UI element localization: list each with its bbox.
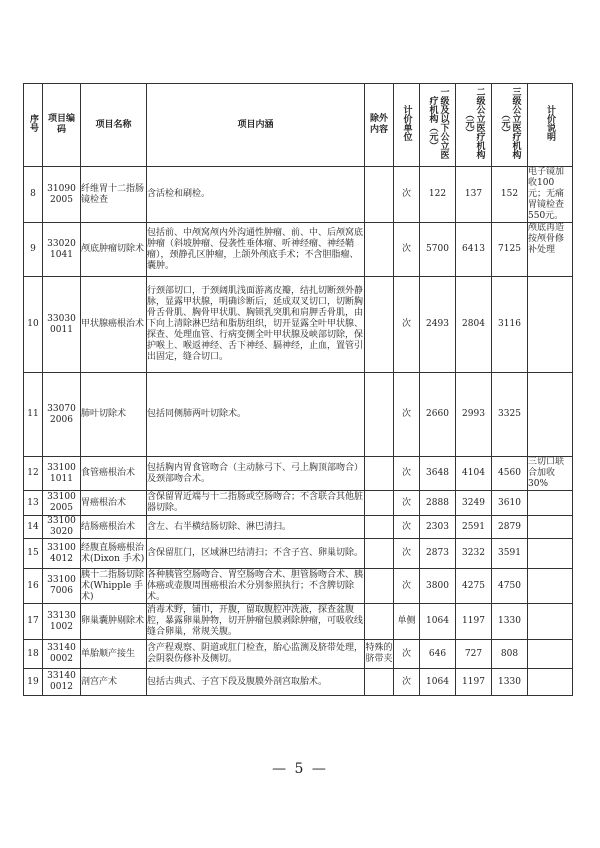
row-seq: 9 xyxy=(24,223,43,277)
table-row xyxy=(24,373,573,457)
row-price-level2: 2804 xyxy=(456,277,492,373)
row-content: 含活检和刷检。 xyxy=(147,167,365,223)
row-content: 含左、右半横结肠切除、淋巴清扫。 xyxy=(147,516,365,539)
row-name: 肺叶切除术 xyxy=(81,373,147,457)
header-level3: 三级公立医疗机构（元） xyxy=(492,84,528,167)
row-content: 含保留胃近端与十二指肠或空肠吻合；不含联合其他脏器切除。 xyxy=(147,491,365,516)
row-code: 33100 7006 xyxy=(43,569,81,604)
table-row xyxy=(24,167,573,223)
row-price-level1: 2660 xyxy=(420,373,456,457)
row-price-level3: 4560 xyxy=(492,457,528,491)
row-seq: 10 xyxy=(24,277,43,373)
row-content: 包括前、中颅窝颅内外沟通性肿瘤、前、中、后颅窝底肿瘤（斜坡肿瘤、侵袭性垂体瘤、听神经瘤、神经鞘瘤），颈静孔区肿瘤，上颌外颅底手术；不含胆脂瘤、囊肿。 xyxy=(147,223,365,277)
row-code: 33100 4012 xyxy=(43,539,81,569)
row-price-level1: 3800 xyxy=(420,569,456,604)
table-row xyxy=(24,491,573,516)
row-price-level2: 3249 xyxy=(456,491,492,516)
row-price-level1: 122 xyxy=(420,167,456,223)
table-row xyxy=(24,669,573,696)
row-price-level3: 4750 xyxy=(492,569,528,604)
row-seq: 17 xyxy=(24,604,43,640)
header-code: 项目编码 xyxy=(43,84,81,167)
row-excluded xyxy=(365,569,394,604)
row-price-level1: 3648 xyxy=(420,457,456,491)
table-row xyxy=(24,516,573,539)
row-price-level3: 3116 xyxy=(492,277,528,373)
row-excluded: 特殊的脐带夹 xyxy=(365,640,394,669)
header-content: 项目内涵 xyxy=(147,84,365,167)
row-unit: 次 xyxy=(394,373,420,457)
row-seq: 14 xyxy=(24,516,43,539)
row-content: 含保留肛门，区域淋巴结清扫；不含子宫、卵巢切除。 xyxy=(147,539,365,569)
row-excluded xyxy=(365,516,394,539)
row-unit: 次 xyxy=(394,569,420,604)
row-price-level2: 4104 xyxy=(456,457,492,491)
row-price-level2: 2591 xyxy=(456,516,492,539)
row-name: 卵巢囊肿剔除术 xyxy=(81,604,147,640)
row-unit: 次 xyxy=(394,516,420,539)
row-seq: 19 xyxy=(24,669,43,696)
row-price-level1: 5700 xyxy=(420,223,456,277)
row-price-level3: 3591 xyxy=(492,539,528,569)
row-unit: 次 xyxy=(394,539,420,569)
row-price-level2: 6413 xyxy=(456,223,492,277)
row-code: 33030 0011 xyxy=(43,277,81,373)
row-price-level3: 7125 xyxy=(492,223,528,277)
row-excluded xyxy=(365,373,394,457)
row-code: 33100 1011 xyxy=(43,457,81,491)
row-price-level2: 1197 xyxy=(456,669,492,696)
row-seq: 16 xyxy=(24,569,43,604)
row-unit: 次 xyxy=(394,669,420,696)
table-row xyxy=(24,223,573,277)
row-code: 33070 2006 xyxy=(43,373,81,457)
row-price-level2: 727 xyxy=(456,640,492,669)
row-note xyxy=(528,539,573,569)
row-note xyxy=(528,640,573,669)
row-seq: 15 xyxy=(24,539,43,569)
row-seq: 12 xyxy=(24,457,43,491)
row-price-level3: 808 xyxy=(492,640,528,669)
row-content: 包括古典式、子宫下段及腹膜外剖宫取胎术。 xyxy=(147,669,365,696)
row-price-level3: 1330 xyxy=(492,604,528,640)
row-excluded xyxy=(365,669,394,696)
header-level1: 一级及以下公立医疗机构（元） xyxy=(420,84,456,167)
row-note: 三切口联合加收30% xyxy=(528,457,573,491)
row-unit: 次 xyxy=(394,640,420,669)
row-name: 纤维胃十二指肠镜检查 xyxy=(81,167,147,223)
table-row xyxy=(24,539,573,569)
row-excluded xyxy=(365,491,394,516)
row-price-level3: 1330 xyxy=(492,669,528,696)
row-code: 33140 0002 xyxy=(43,640,81,669)
row-excluded xyxy=(365,604,394,640)
row-price-level3: 2879 xyxy=(492,516,528,539)
row-seq: 13 xyxy=(24,491,43,516)
row-code: 33130 1002 xyxy=(43,604,81,640)
row-unit: 次 xyxy=(394,223,420,277)
row-price-level2: 137 xyxy=(456,167,492,223)
row-note xyxy=(528,491,573,516)
row-name: 胰十二指肠切除术(Whipple 手术) xyxy=(81,569,147,604)
row-excluded xyxy=(365,167,394,223)
page-number: — 5 — xyxy=(272,761,328,777)
row-price-level3: 3610 xyxy=(492,491,528,516)
row-excluded xyxy=(365,457,394,491)
row-price-level1: 2888 xyxy=(420,491,456,516)
header-name: 项目名称 xyxy=(81,84,147,167)
row-note xyxy=(528,277,573,373)
row-note: 颅底再造按颅骨修补处理 xyxy=(528,223,573,277)
row-note xyxy=(528,569,573,604)
row-price-level1: 2873 xyxy=(420,539,456,569)
row-name: 食管癌根治术 xyxy=(81,457,147,491)
row-price-level1: 1064 xyxy=(420,669,456,696)
row-name: 胃癌根治术 xyxy=(81,491,147,516)
table-row xyxy=(24,604,573,640)
row-excluded xyxy=(365,223,394,277)
fee-table xyxy=(23,83,573,696)
header-row xyxy=(24,84,573,167)
row-name: 经腹直肠癌根治术(Dixon 手术) xyxy=(81,539,147,569)
table-row xyxy=(24,277,573,373)
table-row xyxy=(24,640,573,669)
row-price-level2: 3232 xyxy=(456,539,492,569)
row-price-level3: 3325 xyxy=(492,373,528,457)
row-seq: 11 xyxy=(24,373,43,457)
row-code: 31090 2005 xyxy=(43,167,81,223)
row-price-level1: 1064 xyxy=(420,604,456,640)
row-code: 33140 0012 xyxy=(43,669,81,696)
row-unit: 单侧 xyxy=(394,604,420,640)
row-note: 电子镜加收100元；无痛胃镜检查550元。 xyxy=(528,167,573,223)
row-note xyxy=(528,516,573,539)
row-note xyxy=(528,669,573,696)
row-excluded xyxy=(365,277,394,373)
row-unit: 次 xyxy=(394,457,420,491)
row-price-level3: 152 xyxy=(492,167,528,223)
row-content: 包括胸内胃食管吻合（主动脉弓下、弓上胸顶部吻合）及颈部吻合术。 xyxy=(147,457,365,491)
row-name: 颅底肿瘤切除术 xyxy=(81,223,147,277)
row-price-level1: 2493 xyxy=(420,277,456,373)
row-price-level2: 4275 xyxy=(456,569,492,604)
header-seq: 序号 xyxy=(24,84,43,167)
table-row xyxy=(24,457,573,491)
row-unit: 次 xyxy=(394,491,420,516)
row-excluded xyxy=(365,539,394,569)
row-price-level2: 2993 xyxy=(456,373,492,457)
row-code: 33020 1041 xyxy=(43,223,81,277)
header-excluded: 除外内容 xyxy=(365,84,394,167)
row-name: 甲状腺癌根治术 xyxy=(81,277,147,373)
row-name: 剖宫产术 xyxy=(81,669,147,696)
row-content: 各种胰管空肠吻合、胃空肠吻合术、胆管肠吻合术、胰体癌或壶腹周围癌根治术分别参照执行；不含脾切除术。 xyxy=(147,569,364,602)
header-unit: 计价单位 xyxy=(394,84,420,167)
header-note: 计价说明 xyxy=(528,84,573,167)
row-name: 单胎顺产接生 xyxy=(81,640,147,669)
row-unit: 次 xyxy=(394,167,420,223)
row-content: 行颈部切口，于颈阔肌浅面游离皮瓣，结扎切断颈外静脉，显露甲状腺，明确诊断后，延成双叉切口，切断胸骨舌骨肌、胸骨甲状肌、胸锁乳突肌和肩胛舌骨肌，由下向上清除淋巴结和脂肪组织，切开显露全叶甲状腺、探查、处理血管、行病变侧全叶甲状腺及峡部切除，保护喉上、喉返神经、舌下神经、膈神经，止血，置管引出固定，缝合切口。 xyxy=(147,277,365,373)
row-content: 包括同侧肺两叶切除术。 xyxy=(147,373,365,457)
table-row xyxy=(24,569,573,604)
row-price-level1: 2303 xyxy=(420,516,456,539)
row-code: 33100 2005 xyxy=(43,491,81,516)
row-seq: 8 xyxy=(24,167,43,223)
row-note xyxy=(528,604,573,640)
row-price-level2: 1197 xyxy=(456,604,492,640)
row-unit: 次 xyxy=(394,277,420,373)
row-name: 结肠癌根治术 xyxy=(81,516,147,539)
row-content: 消毒术野，铺巾，开腹，留取腹腔冲洗液，探查盆腹腔，暴露卵巢肿物，切开肿瘤包膜剥除肿瘤，可吸收线缝合卵巢，常规关腹。 xyxy=(147,604,365,640)
row-content: 含产程观察、阴道或肛门检查，胎心监测及脐带处理，会阴裂伤修补及侧切。 xyxy=(147,640,365,669)
header-level2: 二级公立医疗机构（元） xyxy=(456,84,492,167)
row-seq: 18 xyxy=(24,640,43,669)
row-note xyxy=(528,373,573,457)
row-code: 33100 3020 xyxy=(43,516,81,539)
row-price-level1: 646 xyxy=(420,640,456,669)
